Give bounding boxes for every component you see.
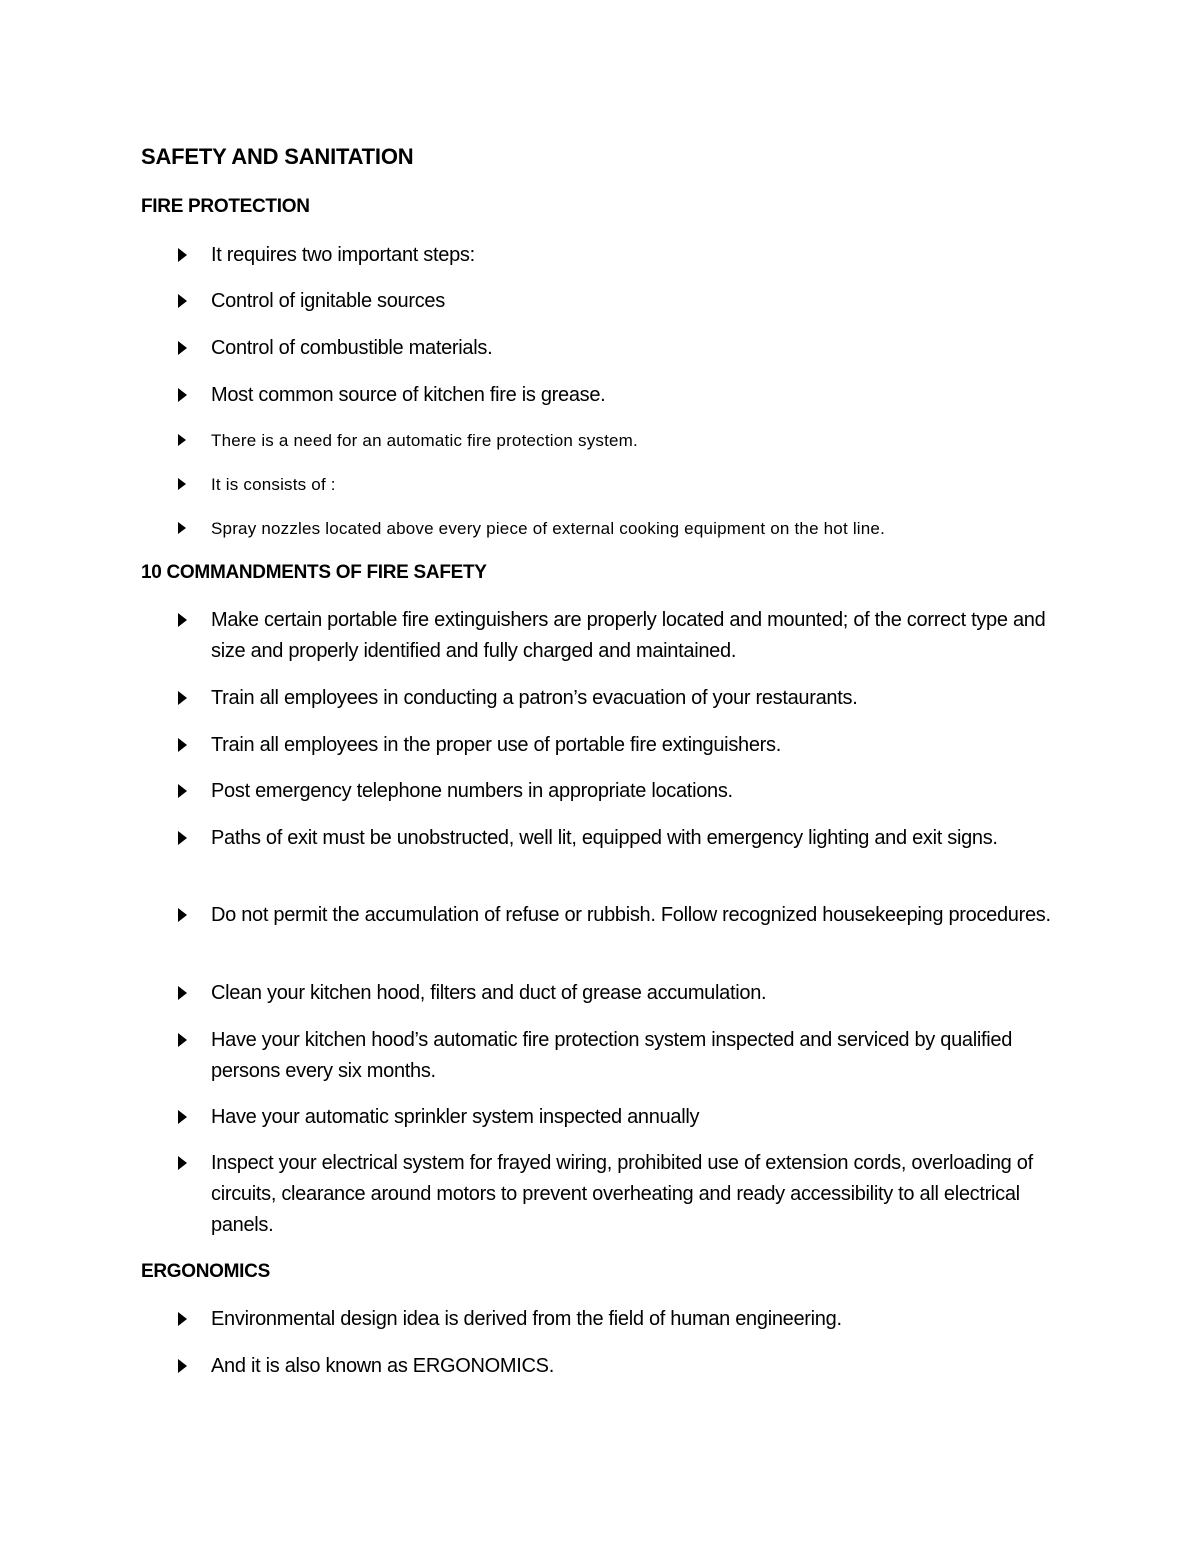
triangle-bullet-icon — [178, 388, 187, 402]
section-heading-fire-protection: FIRE PROTECTION — [141, 196, 310, 217]
section-heading-fire-safety-commandments: 10 COMMANDMENTS OF FIRE SAFETY — [141, 562, 487, 583]
triangle-bullet-icon — [178, 1110, 187, 1124]
triangle-bullet-icon — [178, 248, 187, 262]
list-item-text: Inspect your electrical system for frayed wiring, prohibited use of extension cords, overloading of circuits, clearance around motors to prevent overheating and ready accessibility to all electrical panels. — [211, 1152, 1033, 1236]
list-item-text: Control of combustible materials. — [211, 337, 493, 359]
list-item-text: Post emergency telephone numbers in appropriate locations. — [211, 780, 733, 802]
list-item-text: Paths of exit must be unobstructed, well lit, equipped with emergency lighting and exit signs. — [211, 827, 998, 849]
list-item-text: It requires two important steps: — [211, 244, 475, 266]
list-item-text: It is consists of : — [211, 475, 336, 494]
triangle-bullet-icon — [178, 1033, 187, 1047]
list-item-text: Train all employees in conducting a patron’s evacuation of your restaurants. — [211, 687, 858, 709]
triangle-bullet-icon — [178, 691, 187, 705]
page-title: SAFETY AND SANITATION — [141, 144, 414, 169]
triangle-bullet-icon — [178, 784, 187, 798]
triangle-bullet-icon — [178, 613, 187, 627]
list-item-text: Do not permit the accumulation of refuse or rubbish. Follow recognized housekeeping procedures. — [211, 904, 1051, 926]
list-item-text: There is a need for an automatic fire protection system. — [211, 431, 638, 450]
list-item-text: Environmental design idea is derived from the field of human engineering. — [211, 1308, 842, 1330]
list-item-text: Clean your kitchen hood, filters and duct of grease accumulation. — [211, 982, 767, 1004]
triangle-bullet-icon — [178, 294, 187, 308]
triangle-bullet-icon — [178, 831, 187, 845]
triangle-bullet-icon — [178, 522, 186, 534]
triangle-bullet-icon — [178, 1359, 187, 1373]
triangle-bullet-icon — [178, 1156, 187, 1170]
triangle-bullet-icon — [178, 1312, 187, 1326]
list-item-text: Most common source of kitchen fire is grease. — [211, 384, 606, 406]
list-item-text: Have your kitchen hood’s automatic fire protection system inspected and serviced by qualified persons every six months. — [211, 1029, 1013, 1082]
list-item-text: And it is also known as ERGONOMICS. — [211, 1355, 554, 1377]
list-item-text: Make certain portable fire extinguishers are properly located and mounted; of the correct type and size and properly identified and fully charged and maintained. — [211, 609, 1046, 662]
triangle-bullet-icon — [178, 908, 187, 922]
list-item-text: Have your automatic sprinkler system inspected annually — [211, 1106, 700, 1128]
triangle-bullet-icon — [178, 478, 186, 490]
section-heading-ergonomics: ERGONOMICS — [141, 1261, 270, 1282]
triangle-bullet-icon — [178, 341, 187, 355]
triangle-bullet-icon — [178, 434, 186, 446]
triangle-bullet-icon — [178, 738, 187, 752]
list-item-text: Train all employees in the proper use of portable fire extinguishers. — [211, 734, 781, 756]
triangle-bullet-icon — [178, 986, 187, 1000]
list-item-text: Control of ignitable sources — [211, 290, 445, 312]
list-item-text: Spray nozzles located above every piece of external cooking equipment on the hot line. — [211, 519, 885, 538]
